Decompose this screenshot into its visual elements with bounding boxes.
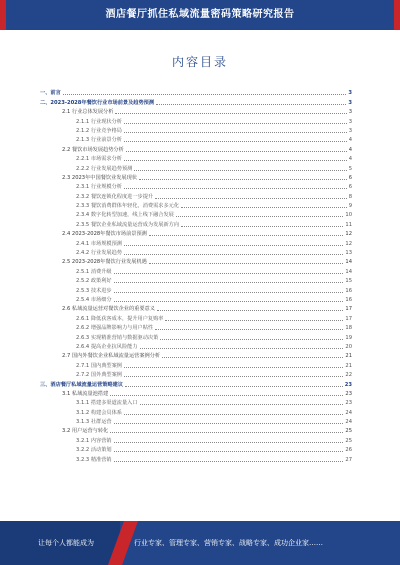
toc-entry-label: 2.2 餐饮市场发展趋势分析 <box>62 146 124 153</box>
toc-entry[interactable] <box>40 218 352 227</box>
toc-entry-page: 14 <box>345 268 352 275</box>
toc-entry-label: 2.3.4 数字化转型加速，线上线下融合发展 <box>76 212 174 219</box>
toc-entry-page: 24 <box>345 409 352 416</box>
toc-entry-page: 16 <box>345 287 352 294</box>
toc-entry-page: 3 <box>348 127 352 134</box>
toc-leader-dots <box>124 159 347 161</box>
toc-entry[interactable] <box>40 247 352 256</box>
toc-entry[interactable] <box>40 143 352 152</box>
toc-leader-dots <box>140 403 344 405</box>
toc-leader-dots <box>149 234 344 236</box>
toc-entry-label: 2.1.2 行业竞争格局 <box>76 127 122 134</box>
toc-entry-label: 二、2023-2028年餐饮行业市场前景及趋势预测 <box>40 99 155 106</box>
toc-leader-dots <box>114 450 344 452</box>
toc-leader-dots <box>181 206 347 208</box>
toc-leader-dots <box>114 281 344 283</box>
report-footer <box>0 521 400 565</box>
toc-entry-page: 23 <box>345 390 352 397</box>
toc-entry-page: 22 <box>345 372 352 379</box>
toc-entry-page: 27 <box>345 456 352 463</box>
toc-entry-label: 三、酒店餐厅私域流量运营策略建议 <box>40 381 124 388</box>
toc-entry-label: 2.5.3 技术进步 <box>76 287 112 294</box>
toc-entry[interactable] <box>40 416 352 425</box>
toc-leader-dots <box>124 140 347 142</box>
toc-leader-dots <box>125 385 343 387</box>
toc-entry-page: 8 <box>348 193 352 200</box>
toc-entry-page: 15 <box>345 278 352 285</box>
toc-entry-page: 6 <box>348 174 352 181</box>
toc-entry[interactable] <box>40 434 352 443</box>
toc-entry[interactable] <box>40 397 352 406</box>
toc-entry-page: 3 <box>348 109 352 116</box>
toc-entry-label: 3.2.2 活动策划 <box>76 447 112 454</box>
toc-entry-label: 2.3.5 餐饮企业私域流量运营成为发展新方向 <box>76 221 180 228</box>
toc-leader-dots <box>176 215 344 217</box>
toc-entry[interactable] <box>40 256 352 265</box>
toc-leader-dots <box>115 112 346 114</box>
toc-leader-dots <box>124 187 347 189</box>
toc-entry-page: 3 <box>348 118 352 125</box>
toc-leader-dots <box>149 262 344 264</box>
toc-entry-page: 24 <box>345 419 352 426</box>
toc-entry-label: 2.6.1 降低获客成本，提升用户复购率 <box>76 315 164 322</box>
toc-entry[interactable] <box>40 388 352 397</box>
toc-entry[interactable] <box>40 425 352 434</box>
toc-heading: 内容目录 <box>171 55 228 69</box>
toc-entry-page: 19 <box>345 334 352 341</box>
toc-entry[interactable] <box>40 115 352 124</box>
toc-leader-dots <box>110 394 343 396</box>
toc-entry[interactable] <box>40 378 352 387</box>
toc-entry[interactable] <box>40 359 352 368</box>
toc-entry-page: 20 <box>345 343 352 350</box>
toc-leader-dots <box>124 366 343 368</box>
toc-entry-page: 25 <box>345 437 352 444</box>
toc-leader-dots <box>124 413 343 415</box>
toc-entry-label: 2.6.4 提高企业抗风险能力 <box>76 343 138 350</box>
toc-entry[interactable] <box>40 265 352 274</box>
toc-entry-page: 10 <box>345 212 352 219</box>
toc-entry-page: 12 <box>345 231 352 238</box>
toc-entry-page: 11 <box>345 221 352 228</box>
report-header <box>0 0 400 30</box>
toc-entry-page: 3 <box>348 90 352 97</box>
toc-leader-dots <box>165 319 343 321</box>
toc-leader-dots <box>114 272 344 274</box>
toc-entry-page: 13 <box>345 250 352 257</box>
toc-entry-page: 21 <box>345 353 352 360</box>
toc-entry-page: 18 <box>345 325 352 332</box>
toc-entry-page: 17 <box>345 306 352 313</box>
toc-entry[interactable] <box>40 453 352 462</box>
toc-entry-page: 17 <box>345 315 352 322</box>
toc-entry[interactable] <box>40 284 352 293</box>
toc-leader-dots <box>114 460 344 462</box>
toc-entry[interactable] <box>40 350 352 359</box>
toc-leader-dots <box>126 150 347 152</box>
toc-entry-page: 16 <box>345 296 352 303</box>
toc-leader-dots <box>124 244 343 246</box>
toc-entry[interactable] <box>40 341 352 350</box>
toc-entry-label: 2.5 2023-2028年餐饮行业发展机遇 <box>62 259 147 266</box>
toc-entry-page: 3 <box>348 99 352 106</box>
toc-entry[interactable] <box>40 172 352 181</box>
toc-entry[interactable] <box>40 181 352 190</box>
toc-entry-page: 21 <box>345 362 352 369</box>
toc-entry-label: 2.4.2 行业发展趋势 <box>76 250 122 257</box>
toc-entry-label: 2.2.2 行业发展趋势预测 <box>76 165 133 172</box>
toc-entry[interactable] <box>40 162 352 171</box>
toc-leader-dots <box>114 300 344 302</box>
toc-leader-dots <box>155 197 347 199</box>
toc-entry[interactable] <box>40 200 352 209</box>
toc-entry[interactable] <box>40 303 352 312</box>
toc-entry-page: 4 <box>348 146 352 153</box>
toc-entry-label: 2.4.1 市场规模预测 <box>76 240 122 247</box>
toc-entry-page: 9 <box>348 203 352 210</box>
toc-entry-page: 23 <box>345 400 352 407</box>
toc-entry[interactable] <box>40 228 352 237</box>
toc-leader-dots <box>124 375 343 377</box>
toc-leader-dots <box>140 347 344 349</box>
toc-entry-label: 2.6.3 实现精准营销与数据驱动决策 <box>76 334 159 341</box>
toc-entry[interactable] <box>40 134 352 143</box>
toc-entry[interactable] <box>40 190 352 199</box>
toc-entry-label: 2.4 2023-2028年餐饮市场前景预测 <box>62 231 147 238</box>
toc-leader-dots <box>124 253 343 255</box>
toc-entry-label: 3.1 私域流量池搭建 <box>62 390 109 397</box>
toc-entry[interactable] <box>40 106 352 115</box>
toc-entry-label: 2.6.2 增强品牌影响力与用户粘性 <box>76 325 154 332</box>
toc-entry-label: 2.3 2023年中国餐饮业发展现状 <box>62 174 137 181</box>
toc-entry[interactable] <box>40 444 352 453</box>
toc-entry-label: 3.1.3 社群运营 <box>76 419 112 426</box>
toc-leader-dots <box>124 131 347 133</box>
toc-entry-page: 25 <box>345 428 352 435</box>
toc-entry[interactable] <box>40 275 352 284</box>
toc-entry-label: 2.6 私域流量运营对餐饮企业的重要意义 <box>62 306 155 313</box>
toc-entry-label: 2.5.2 政策利好 <box>76 278 112 285</box>
toc-entry-label: 2.7.2 国外典型案例 <box>76 372 122 379</box>
report-title: 酒店餐厅抓住私域流量密码策略研究报告 <box>105 9 295 20</box>
toc-entry[interactable] <box>40 125 352 134</box>
toc-entry[interactable] <box>40 96 352 105</box>
toc-entry-label: 2.5.4 市场细分 <box>76 296 112 303</box>
toc-leader-dots <box>162 356 343 358</box>
toc-entry[interactable] <box>40 237 352 246</box>
toc-entry-page: 4 <box>348 156 352 163</box>
toc-leader-dots <box>124 122 347 124</box>
toc-entry-label: 3.2.3 精准营销 <box>76 456 112 463</box>
toc-entry-label: 3.2.1 内容营销 <box>76 437 112 444</box>
toc-leader-dots <box>139 178 347 180</box>
toc-leader-dots <box>134 169 346 171</box>
toc-entry[interactable] <box>40 322 352 331</box>
toc-entry[interactable] <box>40 369 352 378</box>
toc-entry[interactable] <box>40 87 352 96</box>
toc-entry-label: 2.7 国内外餐饮企业私域流量运营案例分析 <box>62 353 161 360</box>
footer-tagline: 行业专家、管理专家、营销专家、战略专家、成功企业家…… <box>134 539 323 547</box>
toc-leader-dots <box>156 103 346 105</box>
toc-leader-dots <box>155 328 343 330</box>
toc-leader-dots <box>181 225 343 227</box>
toc-entry-label: 2.1.1 行业现状分析 <box>76 118 122 125</box>
toc-entry-page: 6 <box>348 184 352 191</box>
toc-entry-page: 23 <box>344 381 352 388</box>
toc-leader-dots <box>157 309 343 311</box>
toc-entry-label: 2.2.1 市场需求分析 <box>76 156 122 163</box>
toc-entry-label: 3.1.1 搭建多渠道流量入口 <box>76 400 138 407</box>
toc-entry-label: 2.3.3 餐饮消费群体年轻化，消费需求多元化 <box>76 203 180 210</box>
toc-entry-label: 2.1 行业总体发展分析 <box>62 109 114 116</box>
toc-entry[interactable] <box>40 209 352 218</box>
toc-entry-page: 14 <box>345 259 352 266</box>
toc-entry-label: 2.5.1 消费升级 <box>76 268 112 275</box>
toc-leader-dots <box>63 93 347 95</box>
toc-leader-dots <box>160 338 343 340</box>
toc-entry-label: 2.1.3 行业前景分析 <box>76 137 122 144</box>
header-accent-right <box>394 0 400 30</box>
toc-leader-dots <box>114 441 344 443</box>
toc-entry[interactable] <box>40 406 352 415</box>
toc-entry[interactable] <box>40 331 352 340</box>
toc-leader-dots <box>110 431 343 433</box>
footer-slogan: 让每个人都能成为 <box>38 539 94 547</box>
toc-entry-label: 2.3.2 餐饮连锁化程度进一步提升 <box>76 193 154 200</box>
toc-leader-dots <box>114 291 344 293</box>
toc-entry-label: 2.7.1 国内典型案例 <box>76 362 122 369</box>
toc-leader-dots <box>114 422 344 424</box>
toc-entry-label: 2.3.1 行业规模分析 <box>76 184 122 191</box>
toc-entry-page: 4 <box>348 137 352 144</box>
toc-entry[interactable] <box>40 312 352 321</box>
table-of-contents <box>40 87 352 463</box>
toc-entry-page: 5 <box>348 165 352 172</box>
toc-entry-label: 3.2 用户运营与转化 <box>62 428 109 435</box>
toc-entry-page: 12 <box>345 240 352 247</box>
toc-entry[interactable] <box>40 294 352 303</box>
toc-entry-page: 26 <box>345 447 352 454</box>
toc-entry-label: 一、前言 <box>40 90 61 97</box>
toc-entry-label: 3.1.2 构建会员体系 <box>76 409 122 416</box>
toc-entry[interactable] <box>40 153 352 162</box>
